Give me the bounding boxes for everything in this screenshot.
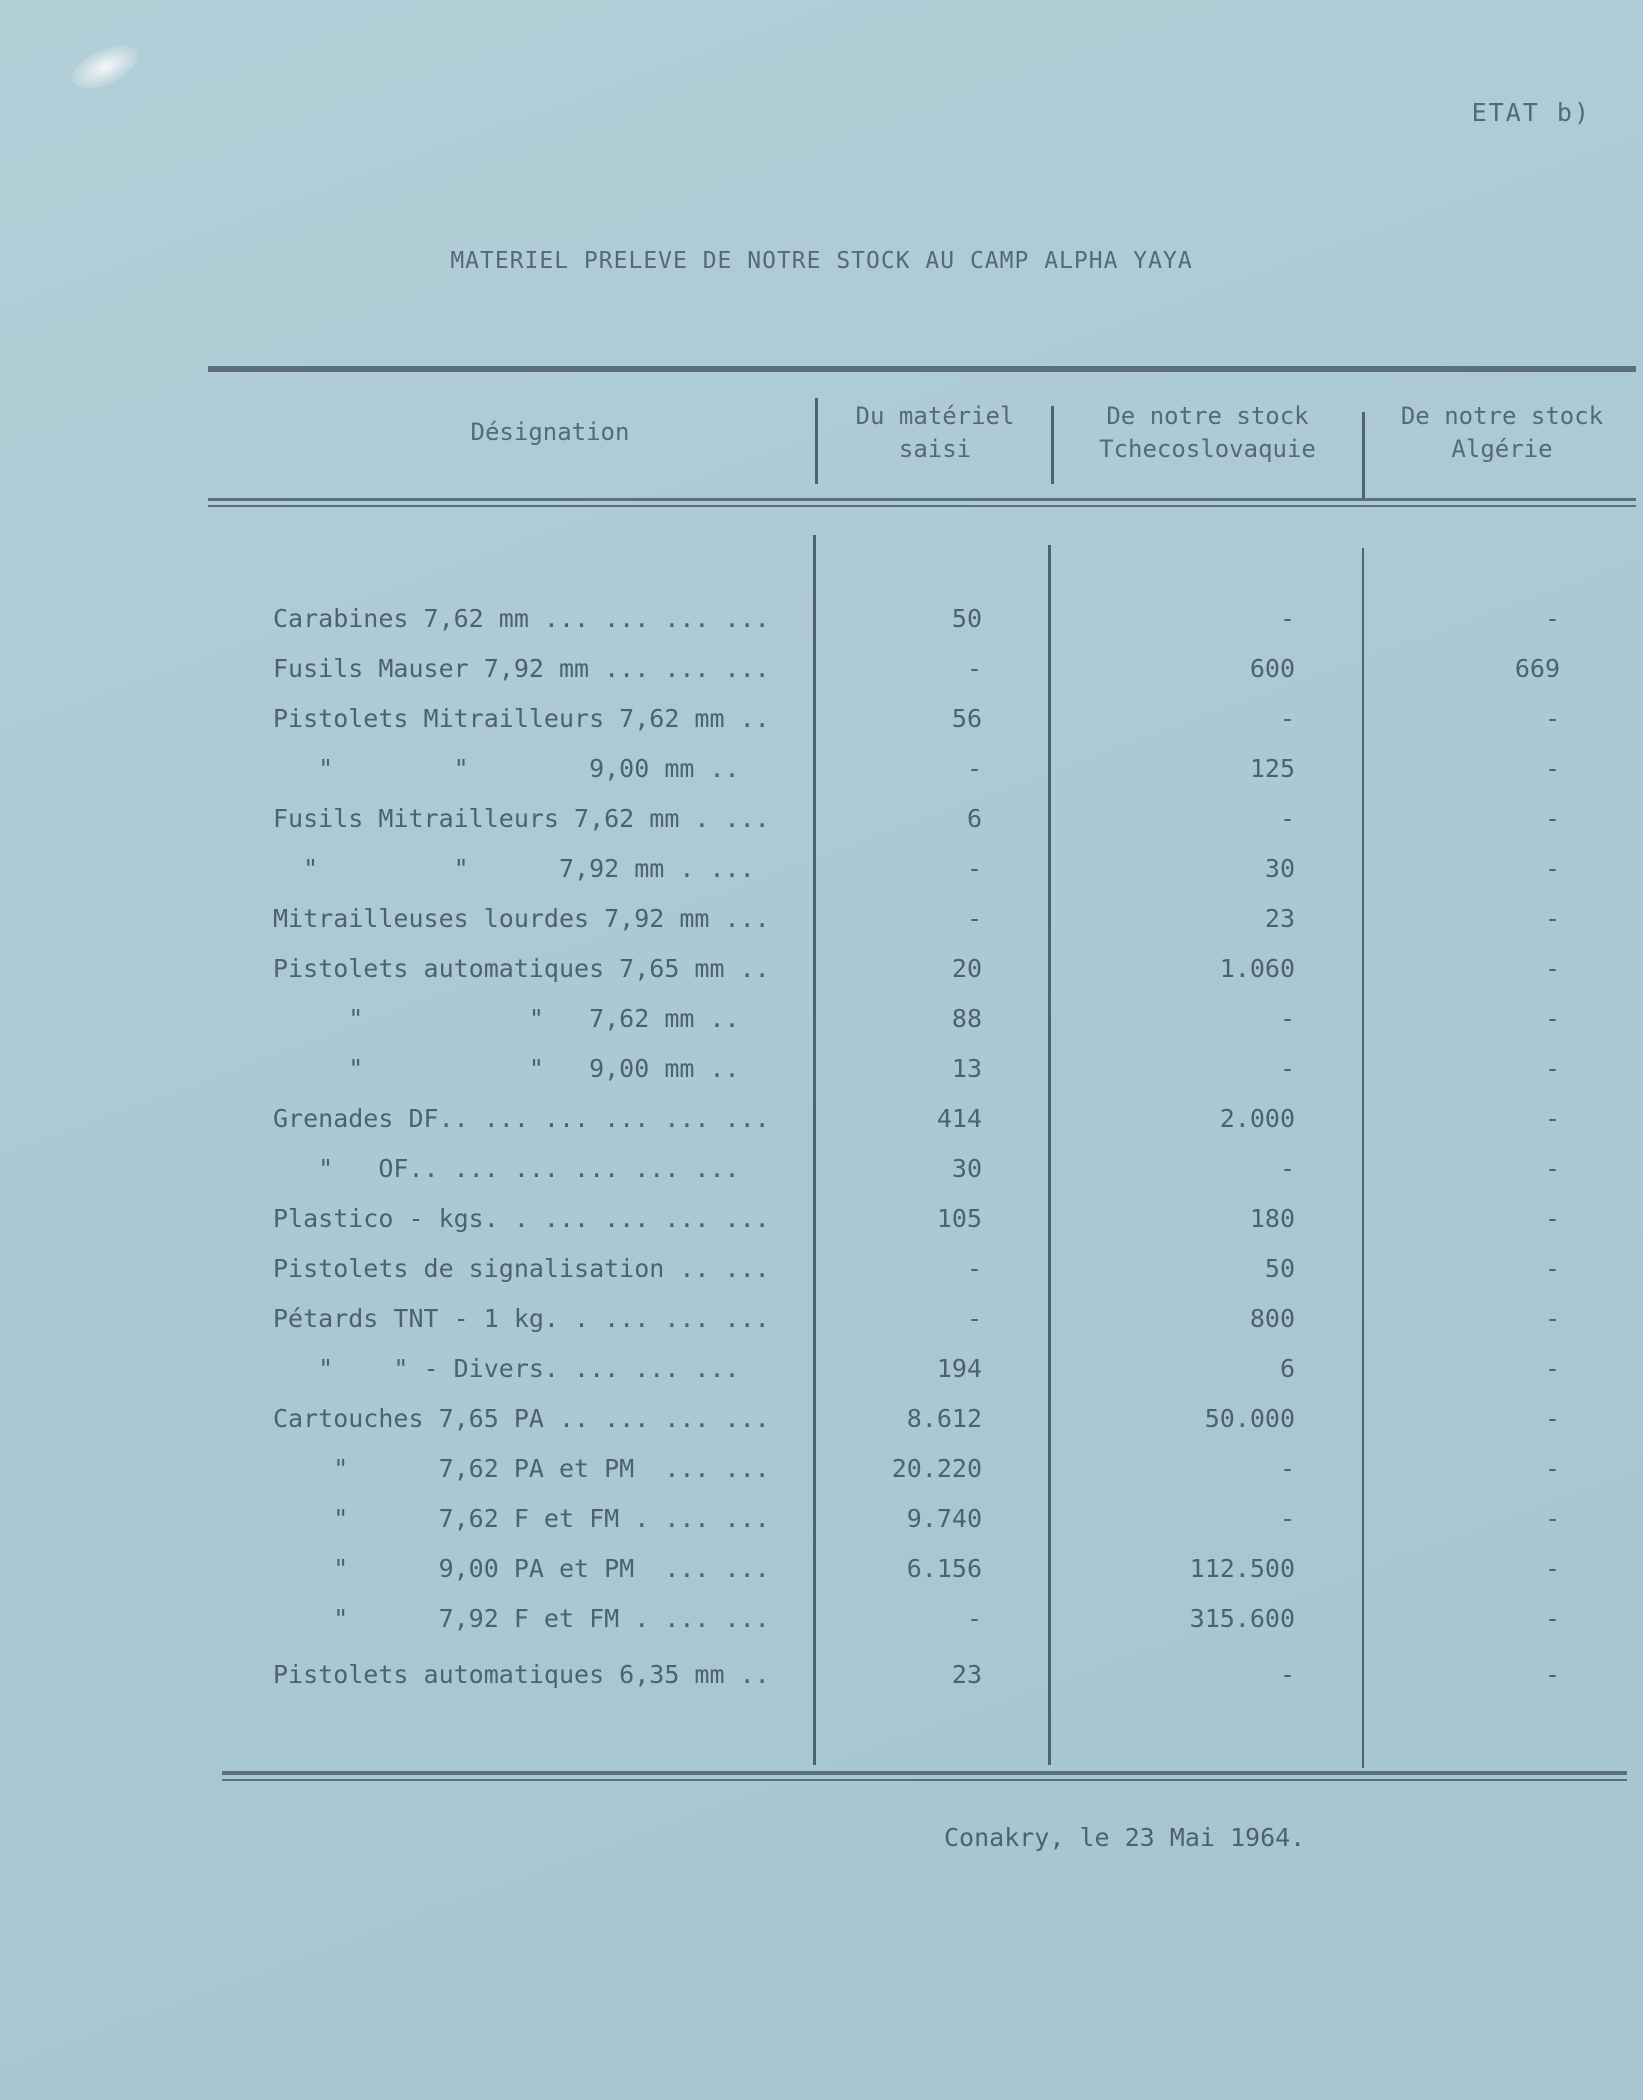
row-col3: - [1544,1204,1560,1233]
row-col3: - [1544,604,1560,633]
table-row [0,1154,1643,1204]
table-row [0,1404,1643,1454]
table-row [0,754,1643,804]
row-col2: 180 [1249,1204,1295,1233]
row-designation: Mitrailleuses lourdes 7,92 mm ... [273,904,770,933]
table-row [0,1204,1643,1254]
row-col1: - [966,854,982,883]
row-col2: 125 [1249,754,1295,783]
header-stock-algerie [1366,400,1638,466]
row-designation: Fusils Mitrailleurs 7,62 mm . ... [273,804,770,833]
table-row [0,654,1643,704]
row-col2: 30 [1264,854,1295,883]
table-row [0,1660,1643,1710]
row-col2: 50 [1264,1254,1295,1283]
row-designation: Pistolets automatiques 7,65 mm .. [273,954,770,983]
table-row [0,854,1643,904]
table-top-rule [208,366,1636,372]
row-col3: - [1544,1604,1560,1633]
header-divider-1 [815,398,818,484]
header-col1-line1: Du matériel [855,402,1015,430]
row-designation: " OF.. ... ... ... ... ... [273,1154,740,1183]
row-col1: 105 [936,1204,982,1233]
header-designation: Désignation [470,418,630,446]
row-designation: Pistolets Mitrailleurs 7,62 mm .. [273,704,770,733]
row-col1: - [966,654,982,683]
row-col2: 23 [1264,904,1295,933]
row-col2: - [1279,604,1295,633]
row-col2: 112.500 [1189,1554,1295,1583]
row-col3: - [1544,1154,1560,1183]
table-row [0,904,1643,954]
row-col1: 20.220 [891,1454,982,1483]
row-col1: 30 [951,1154,982,1183]
header-col1-line2: saisi [898,435,972,463]
header-bottom-rule [208,498,1636,501]
header-divider-2 [1051,406,1054,484]
header-divider-3 [1362,412,1365,498]
row-designation: Fusils Mauser 7,92 mm ... ... ... [273,654,770,683]
row-col2: - [1279,1454,1295,1483]
row-designation: " 7,92 F et FM . ... ... [273,1604,770,1633]
header-col3-line1: De notre stock [1400,402,1604,430]
table-row [0,1054,1643,1104]
row-col1: 6 [966,804,982,833]
row-col1: - [966,754,982,783]
table-bottom-rule-thin [222,1779,1627,1781]
table-row [0,604,1643,654]
row-col2: 1.060 [1219,954,1295,983]
row-col2: - [1279,1660,1295,1689]
row-designation: " 9,00 PA et PM ... ... [273,1554,770,1583]
row-designation: Pétards TNT - 1 kg. . ... ... ... [273,1304,770,1333]
row-designation: Grenades DF.. ... ... ... ... ... [273,1104,770,1133]
row-designation: Pistolets automatiques 6,35 mm .. [273,1660,770,1689]
table-row [0,1004,1643,1054]
place-date-signoff: Conakry, le 23 Mai 1964. [944,1823,1306,1852]
table-row [0,1104,1643,1154]
row-col3: 669 [1514,654,1560,683]
row-col2: 50.000 [1204,1404,1295,1433]
row-col3: - [1544,904,1560,933]
row-designation: " 7,62 PA et PM ... ... [273,1454,770,1483]
row-col3: - [1544,1554,1560,1583]
row-col3: - [1544,1004,1560,1033]
row-col1: 194 [936,1354,982,1383]
table-row [0,954,1643,1004]
row-col2: - [1279,1504,1295,1533]
row-col2: 2.000 [1219,1104,1295,1133]
table-row [0,1304,1643,1354]
header-col2-line1: De notre stock [1106,402,1309,430]
row-col1: 13 [951,1054,982,1083]
row-col1: 88 [951,1004,982,1033]
row-col2: 6 [1279,1354,1295,1383]
row-designation: " " 7,92 mm . ... [273,854,755,883]
row-col2: 600 [1249,654,1295,683]
header-col2-line2: Tchecoslovaquie [1099,435,1316,463]
row-designation: " " 9,00 mm .. [273,1054,740,1083]
row-col3: - [1544,1404,1560,1433]
row-designation: Cartouches 7,65 PA .. ... ... ... [273,1404,770,1433]
paper-stain [66,37,144,97]
header-stock-tchecoslovaquie [1055,400,1360,466]
row-col3: - [1544,1354,1560,1383]
row-col3: - [1544,804,1560,833]
document-title: MATERIEL PRELEVE DE NOTRE STOCK AU CAMP ALPHA YAYA [450,248,1193,274]
row-col3: - [1544,1454,1560,1483]
row-col1: 50 [951,604,982,633]
row-col1: 414 [936,1104,982,1133]
row-col3: - [1544,1254,1560,1283]
row-col3: - [1544,854,1560,883]
row-designation: Plastico - kgs. . ... ... ... ... [273,1204,770,1233]
row-col2: 800 [1249,1304,1295,1333]
row-col3: - [1544,1054,1560,1083]
row-col1: 6.156 [906,1554,982,1583]
row-col3: - [1544,1504,1560,1533]
row-col2: - [1279,1154,1295,1183]
table-row [0,1254,1643,1304]
row-col3: - [1544,1304,1560,1333]
row-col1: 56 [951,704,982,733]
table-bottom-rule [222,1771,1627,1775]
row-col2: - [1279,1054,1295,1083]
row-col2: - [1279,704,1295,733]
table-row [0,704,1643,754]
row-col1: - [966,904,982,933]
table-row [0,1604,1643,1654]
header-col3-line2: Algérie [1451,435,1553,463]
row-designation: Pistolets de signalisation .. ... [273,1254,770,1283]
table-row [0,804,1643,854]
row-designation: " " - Divers. ... ... ... [273,1354,740,1383]
table-row [0,1504,1643,1554]
document-reference: ETAT b) [1471,98,1591,127]
row-col1: 8.612 [906,1404,982,1433]
table-row [0,1554,1643,1604]
row-col2: - [1279,1004,1295,1033]
row-col1: 9.740 [906,1504,982,1533]
header-materiel-saisi [820,400,1050,466]
row-col3: - [1544,754,1560,783]
row-col3: - [1544,704,1560,733]
row-col1: - [966,1254,982,1283]
row-col3: - [1544,1660,1560,1689]
row-col2: - [1279,804,1295,833]
row-col2: 315.600 [1189,1604,1295,1633]
header-bottom-rule-thin [208,505,1636,507]
row-designation: " " 9,00 mm .. [273,754,740,783]
row-designation: " " 7,62 mm .. [273,1004,740,1033]
row-designation: " 7,62 F et FM . ... ... [273,1504,770,1533]
row-col3: - [1544,1104,1560,1133]
row-col1: 20 [951,954,982,983]
row-designation: Carabines 7,62 mm ... ... ... ... [273,604,770,633]
row-col1: - [966,1304,982,1333]
table-row [0,1354,1643,1404]
row-col1: 23 [951,1660,982,1689]
row-col3: - [1544,954,1560,983]
row-col1: - [966,1604,982,1633]
table-row [0,1454,1643,1504]
